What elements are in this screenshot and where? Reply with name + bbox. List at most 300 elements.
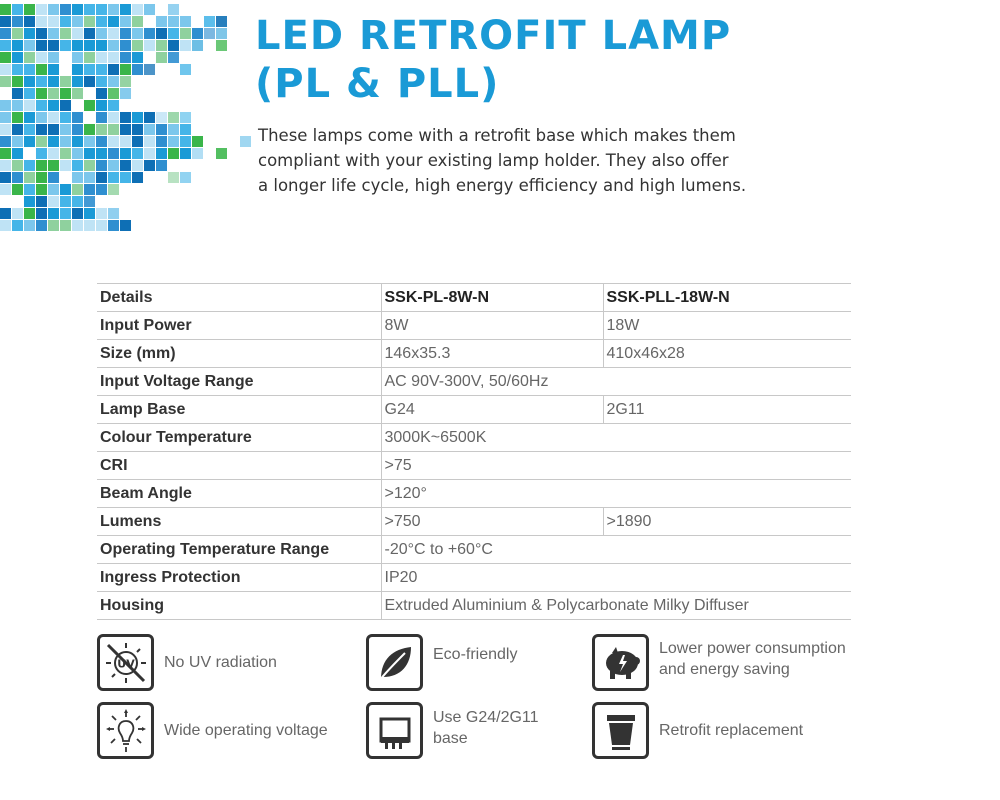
mosaic-tile (84, 64, 95, 75)
mosaic-tile (24, 16, 35, 27)
mosaic-tile (108, 16, 119, 27)
mosaic-tile (180, 124, 191, 135)
mosaic-tile (120, 220, 131, 231)
mosaic-tile (60, 4, 71, 15)
mosaic-tile (132, 28, 143, 39)
mosaic-tile (120, 16, 131, 27)
mosaic-tile (96, 220, 107, 231)
mosaic-tile (192, 28, 203, 39)
feature-eco (366, 634, 517, 691)
mosaic-tile (48, 40, 59, 51)
mosaic-tile (120, 136, 131, 147)
mosaic-tile (84, 208, 95, 219)
mosaic-tile (0, 160, 11, 171)
svg-text:UV: UV (116, 657, 135, 670)
mosaic-tile (216, 28, 227, 39)
mosaic-tile (168, 136, 179, 147)
mosaic-tile (36, 184, 47, 195)
spec-table (97, 283, 851, 620)
mosaic-tile (72, 172, 83, 183)
mosaic-tile (180, 148, 191, 159)
mosaic-tile (108, 28, 119, 39)
piggy-bank-icon (592, 634, 649, 691)
mosaic-tile (24, 4, 35, 15)
mosaic-tile (108, 184, 119, 195)
mosaic-tile (12, 16, 23, 27)
mosaic-tile (132, 136, 143, 147)
mosaic-tile (36, 88, 47, 99)
row-label: Input Power (97, 312, 381, 340)
retrofit-socket-icon (592, 702, 649, 759)
mosaic-tile (0, 172, 11, 183)
mosaic-tile (24, 184, 35, 195)
bulb-rays-icon (97, 702, 154, 759)
mosaic-tile (168, 52, 179, 63)
mosaic-tile (12, 184, 23, 195)
mosaic-tile (96, 88, 107, 99)
feature-label (659, 720, 803, 741)
mosaic-tile (120, 124, 131, 135)
leaf-icon (366, 634, 423, 691)
mosaic-tile (36, 172, 47, 183)
mosaic-tile (84, 100, 95, 111)
mosaic-tile (24, 124, 35, 135)
mosaic-tile (48, 100, 59, 111)
mosaic-tile (132, 4, 143, 15)
mosaic-tile (36, 52, 47, 63)
mosaic-tile (12, 64, 23, 75)
mosaic-tile (144, 40, 155, 51)
mosaic-tile (48, 208, 59, 219)
mosaic-tile (36, 196, 47, 207)
mosaic-tile (108, 136, 119, 147)
mosaic-tile (24, 220, 35, 231)
mosaic-tile (24, 196, 35, 207)
model-2-value: >1890 (603, 508, 851, 536)
mosaic-tile (24, 76, 35, 87)
feature-label (164, 652, 277, 673)
mosaic-tile (108, 160, 119, 171)
mosaic-tile (48, 28, 59, 39)
model-2-header: SSK-PLL-18W-N (603, 284, 851, 312)
mosaic-tile (144, 28, 155, 39)
mosaic-tile (120, 28, 131, 39)
mosaic-tile (24, 136, 35, 147)
mosaic-tile (60, 220, 71, 231)
feature-line: No UV radiation (164, 654, 277, 671)
mosaic-tile (72, 52, 83, 63)
mosaic-tile (12, 100, 23, 111)
mosaic-tile (96, 100, 107, 111)
shared-value: 3000K~6500K (381, 424, 851, 452)
row-label: Size (mm) (97, 340, 381, 368)
feature-line: Retrofit replacement (659, 722, 804, 739)
mosaic-tile (168, 28, 179, 39)
mosaic-tile (108, 100, 119, 111)
mosaic-tile (12, 172, 23, 183)
mosaic-tile (84, 220, 95, 231)
mosaic-tile (84, 40, 95, 51)
feature-label (433, 707, 539, 749)
mosaic-tile (0, 76, 11, 87)
mosaic-tile (0, 64, 11, 75)
mosaic-tile (24, 28, 35, 39)
mosaic-tile (120, 52, 131, 63)
mosaic-tile (48, 160, 59, 171)
mosaic-tile (108, 148, 119, 159)
mosaic-tile (168, 148, 179, 159)
page-title (255, 12, 731, 108)
row-label: Housing (97, 592, 381, 620)
mosaic-tile (168, 172, 179, 183)
spec-row-size (97, 340, 851, 368)
mosaic-tile (24, 172, 35, 183)
mosaic-tile (24, 40, 35, 51)
row-label: Beam Angle (97, 480, 381, 508)
feature-label (164, 720, 328, 741)
mosaic-tile (180, 172, 191, 183)
intro-paragraph (258, 123, 858, 198)
mosaic-tile (168, 4, 179, 15)
mosaic-tile (60, 148, 71, 159)
mosaic-tile (0, 208, 11, 219)
mosaic-tile (144, 136, 155, 147)
feature-line: base (433, 729, 468, 747)
mosaic-tile (72, 40, 83, 51)
spec-row-operating-temperature (97, 536, 851, 564)
mosaic-tile (132, 64, 143, 75)
mosaic-tile (0, 40, 11, 51)
mosaic-tile (96, 124, 107, 135)
mosaic-tile (36, 112, 47, 123)
mosaic-tile (204, 28, 215, 39)
mosaic-tile (24, 52, 35, 63)
mosaic-tile (84, 160, 95, 171)
model-2-value: 410x46x28 (603, 340, 851, 368)
mosaic-tile (12, 124, 23, 135)
mosaic-tile (60, 16, 71, 27)
mosaic-tile (12, 136, 23, 147)
row-label: Colour Temperature (97, 424, 381, 452)
mosaic-tile (36, 64, 47, 75)
mosaic-tile (48, 124, 59, 135)
mosaic-tile (24, 100, 35, 111)
mosaic-tile (120, 88, 131, 99)
mosaic-tile (12, 112, 23, 123)
mosaic-tile (12, 88, 23, 99)
mosaic-tile (180, 112, 191, 123)
mosaic-tile (48, 76, 59, 87)
mosaic-tile (84, 16, 95, 27)
pixel-mosaic-decoration (0, 0, 260, 240)
mosaic-tile (36, 76, 47, 87)
mosaic-tile (120, 172, 131, 183)
mosaic-tile (36, 4, 47, 15)
mosaic-tile (24, 88, 35, 99)
mosaic-tile (60, 136, 71, 147)
mosaic-tile (12, 148, 23, 159)
mosaic-tile (48, 172, 59, 183)
mosaic-tile (96, 40, 107, 51)
mosaic-tile (36, 148, 47, 159)
mosaic-tile (72, 64, 83, 75)
mosaic-tile (36, 220, 47, 231)
mosaic-tile (168, 112, 179, 123)
mosaic-tile (48, 64, 59, 75)
feature-line: Use G24/2G11 (433, 708, 539, 726)
mosaic-tile (156, 148, 167, 159)
mosaic-tile (48, 88, 59, 99)
intro-line-3: a longer life cycle, high energy efficiency and high lumens. (258, 176, 747, 195)
mosaic-tile (180, 16, 191, 27)
mosaic-tile (60, 28, 71, 39)
mosaic-tile (0, 184, 11, 195)
lamp-base-icon (366, 702, 423, 759)
shared-value: Extruded Aluminium & Polycarbonate Milky Diffuser (381, 592, 851, 620)
mosaic-tile (24, 64, 35, 75)
model-1-value: G24 (381, 396, 603, 424)
mosaic-tile (60, 208, 71, 219)
mosaic-tile (0, 136, 11, 147)
spec-row-input-power (97, 312, 851, 340)
mosaic-tile (216, 148, 227, 159)
mosaic-tile (72, 184, 83, 195)
mosaic-tile (132, 172, 143, 183)
mosaic-tile (108, 4, 119, 15)
mosaic-tile (84, 76, 95, 87)
mosaic-tile (168, 16, 179, 27)
mosaic-tile (108, 52, 119, 63)
mosaic-tile (96, 172, 107, 183)
mosaic-tile (84, 28, 95, 39)
mosaic-tile (240, 136, 251, 147)
mosaic-tile (168, 124, 179, 135)
mosaic-tile (24, 208, 35, 219)
mosaic-tile (180, 64, 191, 75)
mosaic-tile (36, 136, 47, 147)
row-label: Ingress Protection (97, 564, 381, 592)
mosaic-tile (60, 184, 71, 195)
mosaic-tile (204, 16, 215, 27)
feature-line: Wide operating voltage (164, 722, 328, 739)
mosaic-tile (0, 52, 11, 63)
mosaic-tile (108, 112, 119, 123)
mosaic-tile (108, 40, 119, 51)
mosaic-tile (120, 112, 131, 123)
mosaic-tile (60, 88, 71, 99)
mosaic-tile (96, 4, 107, 15)
mosaic-tile (192, 40, 203, 51)
mosaic-tile (156, 16, 167, 27)
mosaic-tile (144, 112, 155, 123)
mosaic-tile (72, 16, 83, 27)
mosaic-tile (0, 100, 11, 111)
shared-value: AC 90V-300V, 50/60Hz (381, 368, 851, 396)
spec-header-row (97, 284, 851, 312)
mosaic-tile (0, 148, 11, 159)
mosaic-tile (60, 124, 71, 135)
mosaic-tile (72, 4, 83, 15)
feature-label (433, 644, 517, 665)
feature-line: Eco-friendly (433, 646, 518, 663)
row-label: CRI (97, 452, 381, 480)
mosaic-tile (96, 52, 107, 63)
mosaic-tile (84, 136, 95, 147)
row-label: Lamp Base (97, 396, 381, 424)
spec-row-beam-angle (97, 480, 851, 508)
intro-line-2: compliant with your existing lamp holder. They also offer (258, 151, 729, 170)
mosaic-tile (36, 100, 47, 111)
mosaic-tile (216, 40, 227, 51)
mosaic-tile (72, 148, 83, 159)
mosaic-tile (168, 40, 179, 51)
no-uv-icon (97, 634, 154, 691)
feature-line: and energy saving (659, 660, 790, 678)
mosaic-tile (0, 4, 11, 15)
mosaic-tile (96, 208, 107, 219)
mosaic-tile (96, 16, 107, 27)
mosaic-tile (72, 88, 83, 99)
mosaic-tile (108, 124, 119, 135)
mosaic-tile (84, 172, 95, 183)
mosaic-tile (156, 28, 167, 39)
shared-value: IP20 (381, 564, 851, 592)
spec-row-cri (97, 452, 851, 480)
mosaic-tile (12, 76, 23, 87)
mosaic-tile (120, 76, 131, 87)
model-1-value: >750 (381, 508, 603, 536)
mosaic-tile (96, 76, 107, 87)
mosaic-tile (36, 16, 47, 27)
mosaic-tile (120, 160, 131, 171)
mosaic-tile (108, 64, 119, 75)
mosaic-tile (132, 124, 143, 135)
mosaic-tile (108, 220, 119, 231)
mosaic-tile (72, 208, 83, 219)
mosaic-tile (192, 148, 203, 159)
mosaic-tile (132, 52, 143, 63)
mosaic-tile (96, 136, 107, 147)
mosaic-tile (84, 148, 95, 159)
mosaic-tile (36, 124, 47, 135)
mosaic-tile (132, 160, 143, 171)
mosaic-tile (72, 196, 83, 207)
mosaic-tile (48, 184, 59, 195)
mosaic-tile (120, 4, 131, 15)
mosaic-tile (180, 40, 191, 51)
mosaic-tile (180, 28, 191, 39)
mosaic-tile (12, 40, 23, 51)
spec-row-ingress-protection (97, 564, 851, 592)
spec-row-lamp-base (97, 396, 851, 424)
mosaic-tile (84, 52, 95, 63)
title-line-2: (PL & PLL) (255, 61, 500, 107)
mosaic-tile (60, 196, 71, 207)
mosaic-tile (96, 184, 107, 195)
mosaic-tile (144, 4, 155, 15)
mosaic-tile (96, 28, 107, 39)
mosaic-tile (120, 64, 131, 75)
mosaic-tile (48, 148, 59, 159)
mosaic-tile (96, 148, 107, 159)
mosaic-tile (72, 112, 83, 123)
mosaic-tile (48, 136, 59, 147)
model-2-value: 2G11 (603, 396, 851, 424)
mosaic-tile (0, 28, 11, 39)
mosaic-tile (144, 148, 155, 159)
mosaic-tile (12, 208, 23, 219)
spec-row-housing (97, 592, 851, 620)
mosaic-tile (12, 220, 23, 231)
mosaic-tile (0, 220, 11, 231)
mosaic-tile (48, 16, 59, 27)
mosaic-tile (84, 196, 95, 207)
mosaic-tile (72, 28, 83, 39)
mosaic-tile (120, 40, 131, 51)
mosaic-tile (0, 112, 11, 123)
mosaic-tile (24, 112, 35, 123)
mosaic-tile (60, 160, 71, 171)
mosaic-tile (60, 100, 71, 111)
shared-value: >75 (381, 452, 851, 480)
mosaic-tile (132, 40, 143, 51)
mosaic-tile (156, 112, 167, 123)
mosaic-tile (72, 76, 83, 87)
title-line-1: LED RETROFIT LAMP (255, 13, 732, 59)
mosaic-tile (48, 52, 59, 63)
mosaic-tile (108, 208, 119, 219)
shared-value: >120° (381, 480, 851, 508)
row-label: Input Voltage Range (97, 368, 381, 396)
mosaic-tile (156, 52, 167, 63)
mosaic-tile (108, 76, 119, 87)
mosaic-tile (60, 112, 71, 123)
mosaic-tile (12, 52, 23, 63)
mosaic-tile (144, 160, 155, 171)
feature-wide-voltage (97, 702, 328, 759)
mosaic-tile (48, 4, 59, 15)
feature-no-uv (97, 634, 277, 691)
mosaic-tile (216, 16, 227, 27)
mosaic-tile (12, 160, 23, 171)
spec-row-input-voltage (97, 368, 851, 396)
mosaic-tile (108, 88, 119, 99)
mosaic-tile (144, 64, 155, 75)
mosaic-tile (156, 136, 167, 147)
mosaic-tile (24, 160, 35, 171)
mosaic-tile (192, 136, 203, 147)
mosaic-tile (72, 136, 83, 147)
mosaic-tile (72, 160, 83, 171)
mosaic-tile (96, 112, 107, 123)
mosaic-tile (108, 172, 119, 183)
mosaic-tile (72, 220, 83, 231)
mosaic-tile (12, 4, 23, 15)
mosaic-tile (144, 124, 155, 135)
mosaic-tile (36, 160, 47, 171)
feature-line: Lower power consumption (659, 639, 846, 657)
mosaic-tile (84, 4, 95, 15)
mosaic-tile (0, 124, 11, 135)
model-1-value: 8W (381, 312, 603, 340)
row-label: Lumens (97, 508, 381, 536)
mosaic-tile (156, 40, 167, 51)
mosaic-tile (48, 220, 59, 231)
mosaic-tile (84, 184, 95, 195)
shared-value: -20°C to +60°C (381, 536, 851, 564)
mosaic-tile (36, 208, 47, 219)
mosaic-tile (120, 148, 131, 159)
